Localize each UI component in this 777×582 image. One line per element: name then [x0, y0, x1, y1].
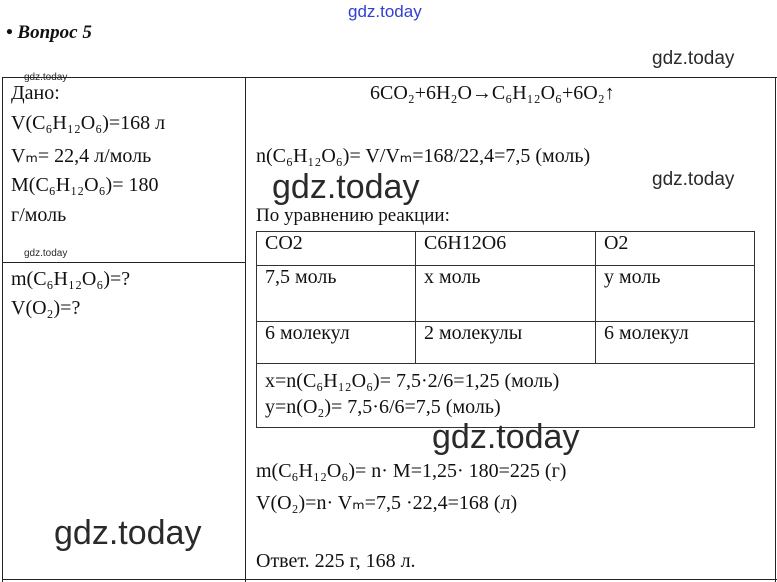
find-volume: V(O₂)=?	[11, 297, 81, 319]
frame-top-line	[2, 77, 777, 78]
volume-calculation: V(O₂)=n· Vₘ=7,5 ·22,4=168 (л)	[256, 492, 518, 514]
table-header-glucose: C6H12O6	[416, 232, 596, 266]
mass-calculation: m(C₆H₁₂O₆)= n· M=1,25· 180=225 (г)	[256, 460, 567, 482]
watermark: gdz.today	[54, 514, 202, 552]
watermark: gdz.today	[652, 48, 735, 69]
answer: Ответ. 225 г, 168 л.	[256, 550, 416, 572]
question-heading: • Вопрос 5	[6, 22, 92, 43]
calc-x: x=n(C₆H₁₂O₆)= 7,5·2/6=1,25 (моль)	[265, 370, 560, 392]
given-title: Дано:	[11, 82, 60, 104]
find-mass: m(C₆H₁₂O₆)=?	[11, 268, 131, 290]
table-cell-co2-moles: 7,5 моль	[257, 266, 416, 322]
frame-right-line	[775, 77, 776, 582]
given-molar-mass: M(C₆H₁₂O₆)= 180	[11, 174, 159, 196]
watermark: gdz.today	[272, 168, 420, 206]
frame-left-line	[2, 77, 3, 582]
calc-y: y=n(O₂)= 7,5·6/6=7,5 (моль)	[265, 396, 501, 418]
table-cell-o2-moles: y моль	[595, 266, 754, 322]
stoichiometry-table	[256, 231, 755, 428]
table-header-o2: O2	[595, 232, 754, 266]
table-cell-o2-molecules: 6 молекул	[595, 322, 754, 364]
watermark: gdz.today	[652, 169, 735, 190]
table-cell-glucose-molecules: 2 молекулы	[416, 322, 596, 364]
given-molar-mass-unit: г/моль	[11, 204, 67, 226]
given-molar-volume: Vₘ= 22,4 л/моль	[11, 145, 152, 167]
table-cell-co2-molecules: 6 молекул	[257, 322, 416, 364]
table-cell-glucose-moles: x моль	[416, 266, 596, 322]
given-volume: V(C₆H₁₂O₆)=168 л	[11, 112, 166, 134]
by-equation-label: По уравнению реакции:	[256, 205, 450, 226]
watermark: gdz.today	[432, 418, 580, 456]
table-header-co2: CO2	[257, 232, 416, 266]
watermark-top[interactable]: gdz.today	[348, 2, 422, 21]
frame-divider-line	[245, 77, 246, 582]
reaction-equation: 6CO₂+6H₂O→C₆H₁₂O₆+6O₂↑	[370, 82, 615, 104]
watermark: gdz.today	[24, 248, 68, 259]
frame-bottom-line	[2, 579, 777, 580]
given-find-separator	[2, 262, 245, 263]
moles-calculation: n(C₆H₁₂O₆)= V/Vₘ=168/22,4=7,5 (моль)	[256, 145, 591, 167]
